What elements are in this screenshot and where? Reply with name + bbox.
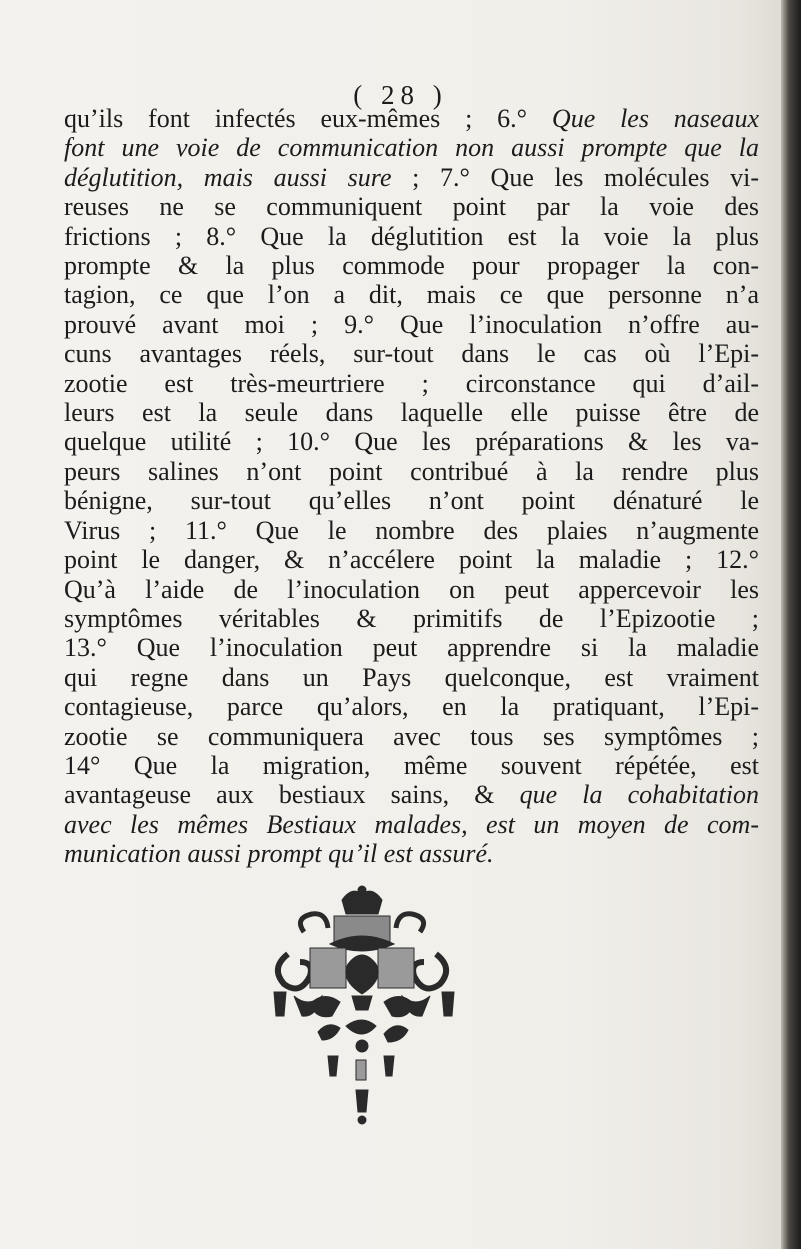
text-segment: frictions ; 8.° Que la déglutition est la voie la plus [64, 221, 759, 251]
text-segment: symptômes véritables & primitifs de l’Epizootie ; [64, 603, 759, 633]
body-text [64, 104, 759, 869]
text-segment: Que les naseaux [551, 104, 759, 133]
text-line [64, 310, 759, 339]
text-segment: cuns avantages réels, sur-tout dans le cas où l’Epi- [64, 339, 759, 369]
text-segment: reuses ne se communiquent point par la voie des [64, 192, 759, 222]
text-line [64, 163, 759, 192]
text-line [64, 663, 759, 692]
text-segment: prouvé avant moi ; 9.° Que l’inoculation n’offre au- [64, 309, 759, 339]
text-segment: qui regne dans un Pays quelconque, est vraiment [64, 662, 759, 692]
text-segment: qu’ils font infectés eux-mêmes ; 6.° [64, 104, 552, 133]
text-line [64, 751, 759, 780]
text-line [64, 810, 759, 839]
text-segment: zootie est très-meurtriere ; circonstance qui d’ail- [64, 368, 759, 398]
text-segment: font une voie de communication non aussi prompte que la [64, 133, 759, 163]
text-segment: déglutition, mais aussi sure [64, 162, 392, 192]
text-line [64, 486, 759, 515]
text-line [64, 369, 759, 398]
text-line [64, 604, 759, 633]
text-line [64, 457, 759, 486]
text-segment: Qu’à l’aide de l’inoculation on peut appercevoir les [64, 574, 759, 604]
text-line [64, 545, 759, 574]
text-line [64, 516, 759, 545]
text-segment: munication aussi prompt qu’il est assuré. [64, 839, 494, 869]
text-segment: bénigne, sur-tout qu’elles n’ont point dénaturé le [64, 486, 759, 516]
text-line [64, 280, 759, 309]
text-line [64, 222, 759, 251]
text-segment: Virus ; 11.° Que le nombre des plaies n’augmente [64, 515, 759, 545]
text-segment: avec les mêmes Bestiaux malades, est un moyen de com- [64, 809, 759, 839]
text-segment: contagieuse, parce qu’alors, en la pratiquant, l’Epi- [64, 692, 759, 722]
text-segment: leurs est la seule dans laquelle elle puisse être de [64, 398, 759, 428]
text-segment: tagion, ce que l’on a dit, mais ce que personne n’a [64, 280, 759, 310]
text-line [64, 427, 759, 456]
text-segment: que la cohabitation [519, 780, 760, 810]
page-number: ( 28 ) [353, 80, 448, 110]
text-line [64, 192, 759, 221]
page-gutter-shadow [781, 0, 801, 1249]
text-line [64, 722, 759, 751]
text-line [64, 839, 759, 868]
text-segment: avantageuse aux bestiaux sains, & [64, 780, 520, 810]
text-line [64, 339, 759, 368]
text-line [64, 133, 759, 162]
text-segment: peurs salines n’ont point contribué à la rendre plus [64, 456, 759, 486]
text-segment: quelque utilité ; 10.° Que les préparations & les va- [64, 427, 759, 457]
text-line [64, 398, 759, 427]
text-segment: ; 7.° Que les molécules vi- [391, 162, 759, 192]
text-segment: zootie se communiquera avec tous ses symptômes ; [64, 721, 759, 751]
text-segment: point le danger, & n’accélere point la maladie ; 12.° [64, 545, 759, 575]
text-segment: 14° Que la migration, même souvent répétée, est [64, 750, 759, 780]
text-line [64, 633, 759, 662]
text-line [64, 692, 759, 721]
text-segment: 13.° Que l’inoculation peut apprendre si la maladie [64, 633, 759, 663]
text-line [64, 104, 759, 133]
cul-de-lampe-ornament-icon [264, 884, 464, 1134]
text-line [64, 251, 759, 280]
text-line [64, 575, 759, 604]
text-line [64, 780, 759, 809]
text-segment: prompte & la plus commode pour propager la con- [64, 251, 759, 281]
